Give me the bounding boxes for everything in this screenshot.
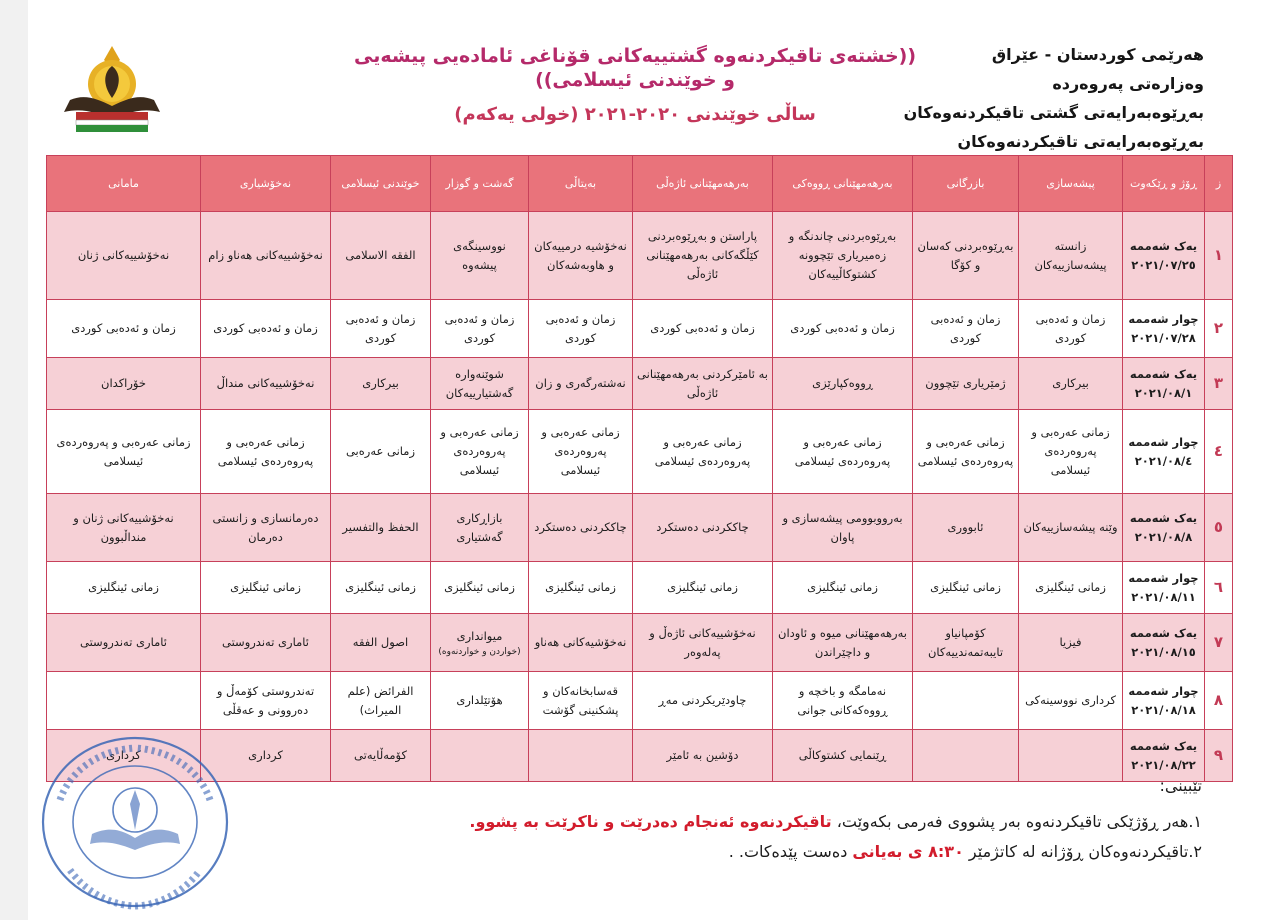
table-cell: کۆمەڵایەتی [331, 730, 431, 782]
row-date: ٢٠٢١/٠٨/١ [1134, 385, 1193, 400]
table-cell: ئاماری تەندروستی [47, 614, 201, 672]
table-cell [913, 730, 1019, 782]
note-line-1 [382, 807, 1202, 837]
organization-header [903, 40, 1204, 156]
table-cell: زمانی عەرەبی [331, 410, 431, 494]
table-row [47, 212, 1233, 300]
table-cell: تەندروستی کۆمەڵ و دەروونی و عەقڵی [201, 672, 331, 730]
table-cell: چاودێریکردنی مەڕ [633, 672, 773, 730]
table-cell: بەڕێوەبردنی چاندنگە و زەمیریاری تێچوونە کشتوکاڵییەکان [773, 212, 913, 300]
table-cell: هۆتێلداری [431, 672, 529, 730]
page-title: ((خشتەی تاقیکردنەوە گشتییەکانی قۆناغی ئامادەیی پیشەیی و خوێندنی ئیسلامی)) [353, 45, 917, 91]
org-line-directorate: بەڕێوەبەرایەتی تاقیکردنەوەکان [957, 132, 1204, 151]
table-cell: نەخۆشییەکانی منداڵ [201, 358, 331, 410]
table-cell [431, 730, 529, 782]
table-cell: زمان و ئەدەبی کوردی [529, 300, 633, 358]
table-cell: نەمامگە و باخچە و ڕووەکەکانی جوانی [773, 672, 913, 730]
note-2-text-b: دەست پێدەکات. . [728, 842, 853, 861]
row-date-cell [1123, 494, 1205, 562]
table-cell: وێنە پیشەسازییەکان [1019, 494, 1123, 562]
row-number: ٦ [1205, 562, 1233, 614]
row-number: ٣ [1205, 358, 1233, 410]
table-cell: دەرمانسازی و زانستی دەرمان [201, 494, 331, 562]
row-date-cell [1123, 358, 1205, 410]
col-header-number: ز [1205, 156, 1233, 212]
cell-main-text: میوانداری [456, 629, 503, 643]
table-row [47, 614, 1233, 672]
col-header-date: ڕۆژ و ڕێکەوت [1123, 156, 1205, 212]
table-cell: زمانی ئینگلیزی [47, 562, 201, 614]
table-cell: زمانی عەرەبی و پەروەردەی ئیسلامی [431, 410, 529, 494]
row-date: ٢٠٢١/٠٨/٤ [1134, 453, 1193, 468]
notes-section [382, 776, 1202, 867]
table-cell: زمان و ئەدەبی کوردی [431, 300, 529, 358]
table-cell: فیزیا [1019, 614, 1123, 672]
table-cell: زمانی ئینگلیزی [201, 562, 331, 614]
row-day: یەک شەممە [1129, 625, 1198, 640]
table-header-row [47, 156, 1233, 212]
table-cell: چاککردنی دەستکرد [633, 494, 773, 562]
official-stamp-icon [30, 730, 240, 915]
table-cell: کۆمپانیاو تایبەتمەندییەکان [913, 614, 1019, 672]
col-header-animal-production: بەرهەمهێنانی ئاژەڵی [633, 156, 773, 212]
table-cell: زمان و ئەدەبی کوردی [201, 300, 331, 358]
table-cell: بەرووبوومی پیشەسازی و پاوان [773, 494, 913, 562]
table-cell: زانستە پیشەسازییەکان [1019, 212, 1123, 300]
row-day: چوار شەممە [1128, 683, 1199, 698]
table-cell: کرداری [47, 730, 201, 782]
table-row [47, 562, 1233, 614]
row-date: ٢٠٢١/٠٨/١٨ [1131, 702, 1196, 717]
exam-schedule-table [46, 155, 1233, 782]
table-cell: نەخۆشیە درمییەکان و هاوبەشەکان [529, 212, 633, 300]
table-cell: زمانی عەرەبی و پەروەردەی ئیسلامی [201, 410, 331, 494]
table-cell [913, 672, 1019, 730]
org-line-general-directorate: بەڕێوەبەرایەتی گشتی تاقیکردنەوەکان [903, 103, 1204, 122]
col-header-islamic-studies: خوێندنی ئیسلامی [331, 156, 431, 212]
table-cell: نەخۆشیەکانی هەناو [529, 614, 633, 672]
table-cell: زمانی عەرەبی و پەروەردەی ئیسلامی [773, 410, 913, 494]
row-number: ٤ [1205, 410, 1233, 494]
table-cell: زمانی ئینگلیزی [529, 562, 633, 614]
table-row [47, 672, 1233, 730]
note-line-2 [382, 837, 1202, 867]
table-cell: اصول الفقە [331, 614, 431, 672]
table-cell: زمان و ئەدەبی کوردی [1019, 300, 1123, 358]
table-cell: ژمێریاری تێچوون [913, 358, 1019, 410]
row-day: یەک شەممە [1129, 366, 1198, 381]
table-cell: دۆشین بە ئامێر [633, 730, 773, 782]
row-day: یەک شەممە [1129, 238, 1198, 253]
row-date-cell [1123, 730, 1205, 782]
table-cell: بە ئامێرکردنی بەرهەمهێنانی ئاژەڵی [633, 358, 773, 410]
col-header-midwifery: مامانی [47, 156, 201, 212]
table-cell: بەڕێوەبردنی کەسان و کۆگا [913, 212, 1019, 300]
table-row [47, 300, 1233, 358]
table-cell: الفقە الاسلامی [331, 212, 431, 300]
col-header-commerce: بازرگانی [913, 156, 1019, 212]
org-line-ministry: وەزارەتی پەروەردە [1052, 74, 1204, 93]
table-cell: ئاماری تەندروستی [201, 614, 331, 672]
table-cell: زمانی ئینگلیزی [431, 562, 529, 614]
row-number: ٨ [1205, 672, 1233, 730]
col-header-tourism: گەشت و گوزار [431, 156, 529, 212]
col-header-nursing: نەخۆشیاری [201, 156, 331, 212]
table-cell: زمانی عەرەبی و پەروەردەی ئیسلامی [1019, 410, 1123, 494]
table-cell: زمانی ئینگلیزی [331, 562, 431, 614]
row-date: ٢٠٢١/٠٧/٢٨ [1131, 330, 1196, 345]
table-row [47, 494, 1233, 562]
table-cell: نەشتەرگەری و زان [529, 358, 633, 410]
row-date-cell [1123, 614, 1205, 672]
table-cell: زمانی ئینگلیزی [913, 562, 1019, 614]
row-date: ٢٠٢١/٠٨/١١ [1131, 589, 1196, 604]
table-cell: زمان و ئەدەبی کوردی [633, 300, 773, 358]
table-cell: زمان و ئەدەبی کوردی [331, 300, 431, 358]
table-row [47, 410, 1233, 494]
kurdistan-emblem-icon [56, 40, 168, 140]
col-header-industry: پیشەسازی [1019, 156, 1123, 212]
row-date-cell [1123, 410, 1205, 494]
table-cell: زمانی عەرەبی و پەروەردەی ئیسلامی [529, 410, 633, 494]
table-cell: نەخۆشییەکانی ئاژەڵ و پەلەوەر [633, 614, 773, 672]
note-2-text-a: ٢.تاقیکردنەوەکان ڕۆژانە لە کاتژمێر [963, 842, 1202, 861]
table-cell: الفرائض (علم المیراث) [331, 672, 431, 730]
table-cell [529, 730, 633, 782]
row-number: ٢ [1205, 300, 1233, 358]
table-cell: قەسابخانەکان و پشکنینی گۆشت [529, 672, 633, 730]
table-cell: ڕووەکپارێزی [773, 358, 913, 410]
table-cell: نەخۆشییەکانی ژنان [47, 212, 201, 300]
table-cell: زمانی ئینگلیزی [1019, 562, 1123, 614]
row-number: ٧ [1205, 614, 1233, 672]
row-date: ٢٠٢١/٠٧/٢٥ [1131, 257, 1196, 272]
row-number: ٥ [1205, 494, 1233, 562]
row-day: چوار شەممە [1128, 570, 1199, 585]
row-date: ٢٠٢١/٠٨/١٥ [1131, 644, 1196, 659]
row-number: ٩ [1205, 730, 1233, 782]
table-cell: زمانی ئینگلیزی [773, 562, 913, 614]
table-cell: کرداری نووسینەکی [1019, 672, 1123, 730]
page-subtitle: ساڵی خوێندنی ٢٠٢٠-٢٠٢١ (خولی یەکەم) [454, 104, 816, 125]
table-cell: بیرکاری [331, 358, 431, 410]
cell-subnote: (خواردن و خواردنەوە) [438, 647, 521, 657]
row-date-cell [1123, 672, 1205, 730]
table-cell: بەرهەمهێنانی میوە و ئاودان و داچێراندن [773, 614, 913, 672]
col-header-plant-production: بەرهەمهێنانی ڕووەکی [773, 156, 913, 212]
table-cell: بیرکاری [1019, 358, 1123, 410]
note-1-highlight: تاقیکردنەوە ئەنجام دەدرێت و ناکرێت بە پشوو. [469, 812, 832, 831]
table-cell: ئابووری [913, 494, 1019, 562]
table-cell: پاراستن و بەڕێوەبردنی کێڵگەکانی بەرهەمهێنانی ئاژەڵی [633, 212, 773, 300]
note-2-highlight: ٨:٣٠ ی بەیانی [852, 842, 964, 861]
row-day: چوار شەممە [1128, 311, 1199, 326]
table-cell [1019, 730, 1123, 782]
table-cell: خۆراکدان [47, 358, 201, 410]
left-edge-strip [0, 0, 28, 920]
table-cell: زمان و ئەدەبی کوردی [47, 300, 201, 358]
table-cell: شوێنەوارە گەشتیارییەکان [431, 358, 529, 410]
row-day: چوار شەممە [1128, 434, 1199, 449]
note-1-text: ١.هەر ڕۆژێکی تاقیکردنەوە بەر پشووی فەرمی بکەوێت، [831, 812, 1202, 831]
table-cell: زمانی عەرەبی و پەروەردەی ئیسلامی [913, 410, 1019, 494]
notes-label: تێبینی: [1159, 776, 1202, 795]
row-date: ٢٠٢١/٠٨/٨ [1134, 529, 1193, 544]
row-number: ١ [1205, 212, 1233, 300]
row-date: ٢٠٢١/٠٨/٢٢ [1131, 757, 1196, 772]
table-cell: ڕێنمایی کشتوکاڵی [773, 730, 913, 782]
table-cell: نەخۆشییەکانی هەناو زام [201, 212, 331, 300]
table-cell: زمانی ئینگلیزی [633, 562, 773, 614]
row-date-cell [1123, 300, 1205, 358]
table-cell: زمان و ئەدەبی کوردی [913, 300, 1019, 358]
table-cell: الحفظ والتفسیر [331, 494, 431, 562]
table-cell-with-note [431, 614, 529, 672]
table-cell: زمانی عەرەبی و پەروەردەی ئیسلامی [47, 410, 201, 494]
row-day: یەک شەممە [1129, 510, 1198, 525]
table-cell: زمان و ئەدەبی کوردی [773, 300, 913, 358]
table-cell [47, 672, 201, 730]
table-row [47, 358, 1233, 410]
col-header-veterinary: بەیتاڵی [529, 156, 633, 212]
row-date-cell [1123, 212, 1205, 300]
table-cell: نەخۆشییەکانی ژنان و منداڵبوون [47, 494, 201, 562]
table-cell: بازاڕکاری گەشتیاری [431, 494, 529, 562]
row-date-cell [1123, 562, 1205, 614]
org-line-region: هەرێمی کوردستان - عێراق [991, 45, 1204, 64]
table-cell: زمانی عەرەبی و پەروەردەی ئیسلامی [633, 410, 773, 494]
table-cell: چاککردنی دەستکرد [529, 494, 633, 562]
table-cell: کرداری [201, 730, 331, 782]
table-cell: نووسینگەی پیشەوە [431, 212, 529, 300]
row-day: یەک شەممە [1129, 738, 1198, 753]
